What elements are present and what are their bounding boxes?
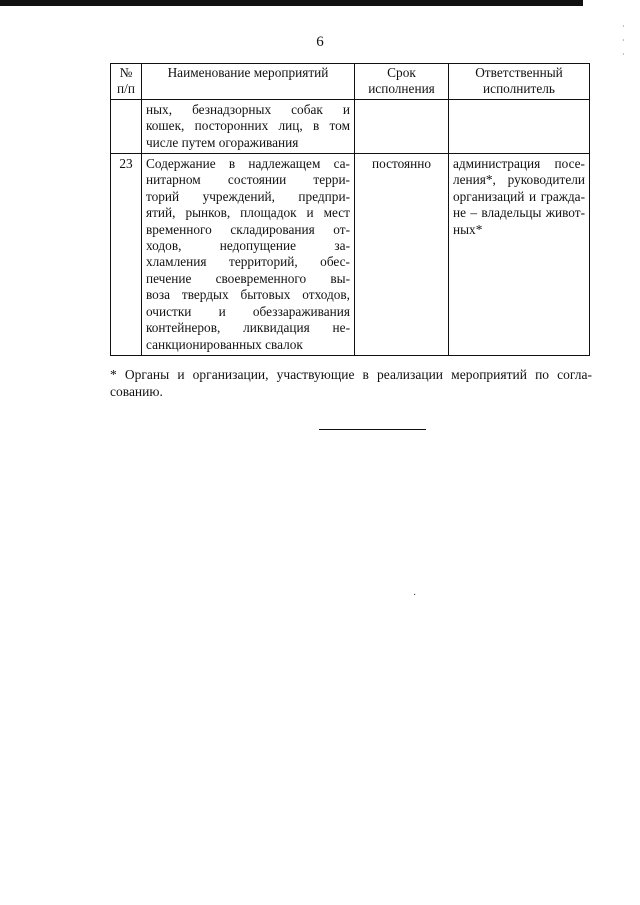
end-of-document-rule <box>319 429 426 430</box>
row-name-cell <box>142 99 355 153</box>
row-name-line: числе путем огораживания <box>146 134 299 150</box>
row-name-line: временного складирования от- <box>146 221 350 237</box>
table-header-row <box>111 64 590 100</box>
row-name-cell <box>142 154 355 356</box>
header-num-line-1: № <box>119 65 133 80</box>
row-name-line: очистки и обеззараживания <box>146 303 350 319</box>
header-name <box>142 64 355 100</box>
row-name-line: воза твердых бытовых отходов, <box>146 287 350 303</box>
row-num-cell <box>111 99 142 153</box>
margin-marks: · · · <box>622 22 625 59</box>
header-name-line-1: Наименование мероприятий <box>167 65 329 80</box>
row-name-line: ходов, недопущение за- <box>146 238 350 254</box>
header-responsible <box>449 64 590 100</box>
row-responsible-cell <box>449 99 590 153</box>
table-row <box>111 154 590 356</box>
table-row <box>111 99 590 153</box>
scan-speck: · <box>413 590 417 601</box>
footnote-line-1: * Органы и организации, участвующие в реализации мероприятий по согла- <box>110 367 592 382</box>
header-num-line-2: п/п <box>117 81 135 97</box>
footnote-line-2: сованию. <box>110 384 163 399</box>
row-name-line: ятий, рынков, площадок и мест <box>146 205 350 221</box>
row-responsible-line: организаций и гражда- <box>453 188 585 204</box>
row-responsible-cell <box>449 154 590 356</box>
events-table <box>110 63 590 356</box>
row-deadline-cell: постоянно <box>355 154 449 356</box>
row-name-line: хламления территорий, обес- <box>146 254 350 270</box>
row-name-line: ных, безнадзорных собак и <box>146 101 350 117</box>
header-responsible-line-2: исполнитель <box>483 81 555 97</box>
footnote <box>110 366 592 400</box>
row-deadline-cell <box>355 99 449 153</box>
row-responsible-line: не – владельцы живот- <box>453 205 585 221</box>
row-name-line: санкционированных свалок <box>146 336 303 352</box>
page-number: 6 <box>316 34 324 50</box>
row-name-line: Содержание в надлежащем са- <box>146 156 350 172</box>
row-name-line: печение своевременного вы- <box>146 270 350 286</box>
header-responsible-line-1: Ответственный <box>475 65 563 80</box>
row-responsible-line: ных* <box>453 221 483 237</box>
header-deadline <box>355 64 449 100</box>
header-deadline-line-2: исполнения <box>368 81 435 97</box>
header-deadline-line-1: Срок <box>387 65 416 80</box>
top-border-rule <box>0 0 583 6</box>
row-responsible-line: ления*, руководители <box>453 172 585 188</box>
row-name-line: контейнеров, ликвидация не- <box>146 320 350 336</box>
header-num <box>111 64 142 100</box>
row-num-cell: 23 <box>111 154 142 356</box>
row-name-line: кошек, посторонних лиц, в том <box>146 118 350 134</box>
row-name-line: торий учреждений, предпри- <box>146 188 350 204</box>
row-name-line: нитарном состоянии терри- <box>146 172 350 188</box>
row-responsible-line: администрация посе- <box>453 156 585 172</box>
